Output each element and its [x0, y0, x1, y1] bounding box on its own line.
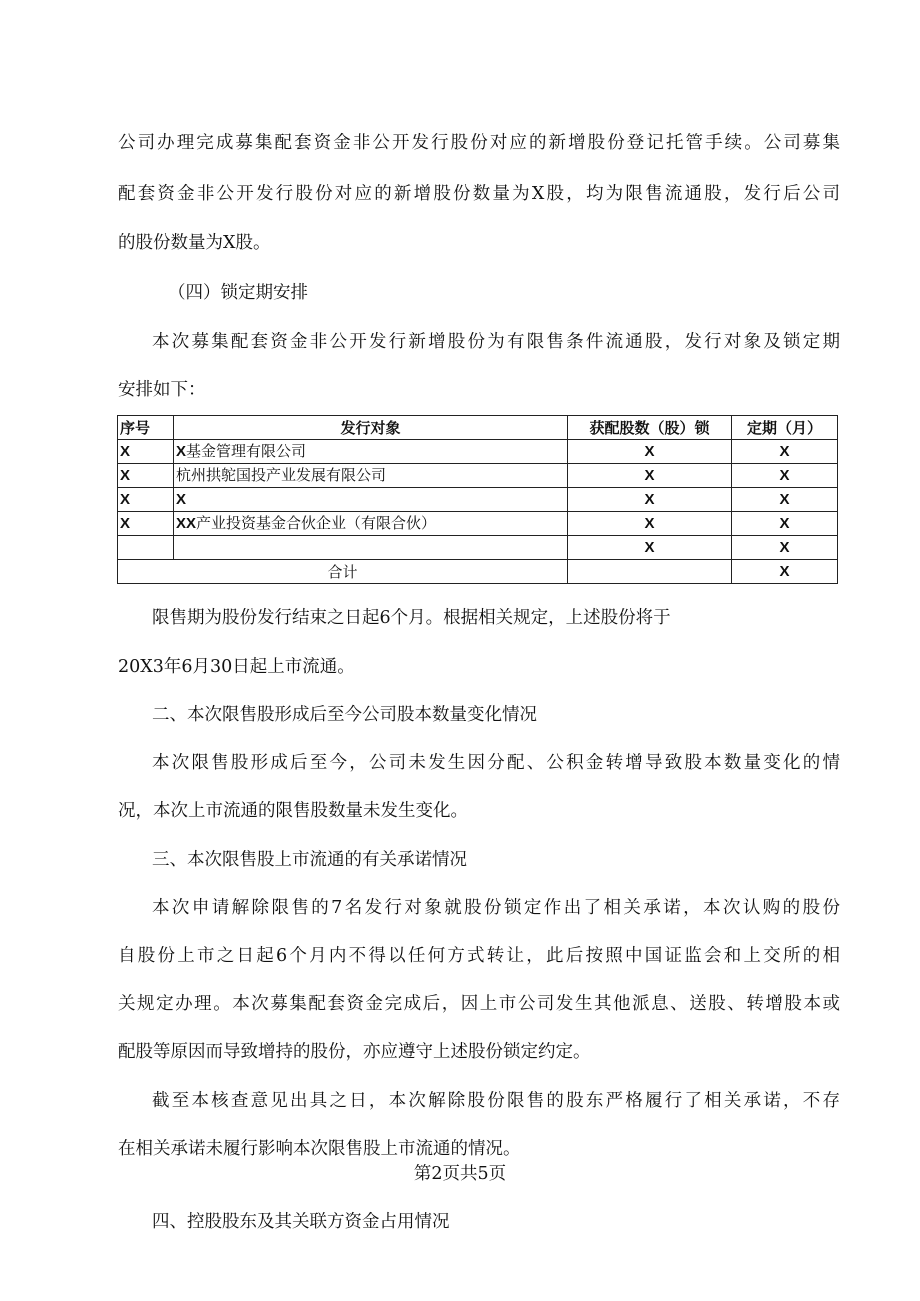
para6-line1: 截至本核查意见出具之日，本次解除股份限售的股东严格履行了相关承诺，不存 — [152, 1091, 840, 1111]
heading-share-capital-change: 二、本次限售股形成后至今公司股本数量变化情况 — [152, 705, 537, 725]
para5-line3: 关规定办理。本次募集配套资金完成后，因上市公司发生其他派息、送股、转增股本或 — [118, 994, 840, 1014]
heading-commitments: 三、本次限售股上市流通的有关承诺情况 — [152, 850, 467, 870]
issuer-prefix: XX — [176, 515, 197, 532]
header-issuer: 发行对象 — [174, 416, 568, 440]
para1-line1: 公司办理完成募集配套资金非公开发行股份对应的新增股份登记托管手续。公司募集 — [118, 133, 840, 153]
table-row — [118, 512, 838, 536]
issuance-table — [117, 415, 838, 584]
row-issuer — [174, 512, 568, 536]
issuer-name: 基金管理有限公司 — [186, 442, 307, 460]
para3-line2: 20X3年6月30日起上市流通。 — [118, 657, 355, 677]
row-months: X — [732, 464, 838, 488]
total-label: 合计 — [118, 560, 568, 584]
para5-line4: 配股等原因而导致增持的股份，亦应遵守上述股份锁定约定。 — [118, 1042, 591, 1062]
row-shares: X — [568, 488, 732, 512]
total-shares — [568, 560, 732, 584]
table-row — [118, 488, 838, 512]
table-total-row — [118, 560, 838, 584]
row-months: X — [732, 440, 838, 464]
para1-line2: 配套资金非公开发行股份对应的新增股份数量为X股，均为限售流通股，发行后公司 — [118, 184, 840, 204]
row-issuer — [174, 536, 568, 560]
row-shares: X — [568, 464, 732, 488]
header-shares: 获配股数（股）锁 — [568, 416, 732, 440]
para4-line2: 况，本次上市流通的限售股数量未发生变化。 — [118, 801, 468, 821]
row-no: X — [118, 464, 174, 488]
row-months: X — [732, 512, 838, 536]
para5-line2: 自股份上市之日起6个月内不得以任何方式转让，此后按照中国证监会和上交所的相 — [118, 946, 840, 966]
row-issuer — [174, 488, 568, 512]
issuer-name: 产业投资基金合伙企业（有限合伙） — [196, 514, 437, 532]
row-issuer — [174, 464, 568, 488]
row-months: X — [732, 488, 838, 512]
row-no — [118, 536, 174, 560]
heading-fund-occupation: 四、控股股东及其关联方资金占用情况 — [152, 1212, 450, 1232]
header-no: 序号 — [118, 416, 174, 440]
para4-line1: 本次限售股形成后至今，公司未发生因分配、公积金转增导致股本数量变化的情 — [152, 753, 840, 773]
row-no: X — [118, 440, 174, 464]
total-months: X — [732, 560, 838, 584]
issuer-prefix: X — [176, 491, 187, 508]
row-shares: X — [568, 512, 732, 536]
row-shares: X — [568, 440, 732, 464]
para1-line3: 的股份数量为X股。 — [118, 233, 271, 253]
para3-line1: 限售期为股份发行结束之日起6个月。根据相关规定，上述股份将于 — [152, 608, 671, 628]
para5-line1: 本次申请解除限售的7名发行对象就股份锁定作出了相关承诺，本次认购的股份 — [152, 898, 840, 918]
row-no: X — [118, 512, 174, 536]
table-row — [118, 464, 838, 488]
row-shares: X — [568, 536, 732, 560]
row-months: X — [732, 536, 838, 560]
para2-line2: 安排如下： — [118, 380, 206, 400]
row-no: X — [118, 488, 174, 512]
heading-lock-period: （四）锁定期安排 — [168, 283, 308, 303]
issuer-name: 杭州拱鸵国投产业发展有限公司 — [176, 466, 387, 484]
table-row — [118, 440, 838, 464]
issuer-prefix: X — [176, 443, 187, 460]
para2-line1: 本次募集配套资金非公开发行新增股份为有限售条件流通股，发行对象及锁定期 — [152, 332, 840, 352]
row-issuer — [174, 440, 568, 464]
table-row — [118, 536, 838, 560]
para6-line2: 在相关承诺未履行影响本次限售股上市流通的情况。 — [118, 1139, 521, 1159]
header-months: 定期（月） — [732, 416, 838, 440]
table-header-row — [118, 416, 838, 440]
page-number: 第2页共5页 — [413, 1164, 507, 1184]
